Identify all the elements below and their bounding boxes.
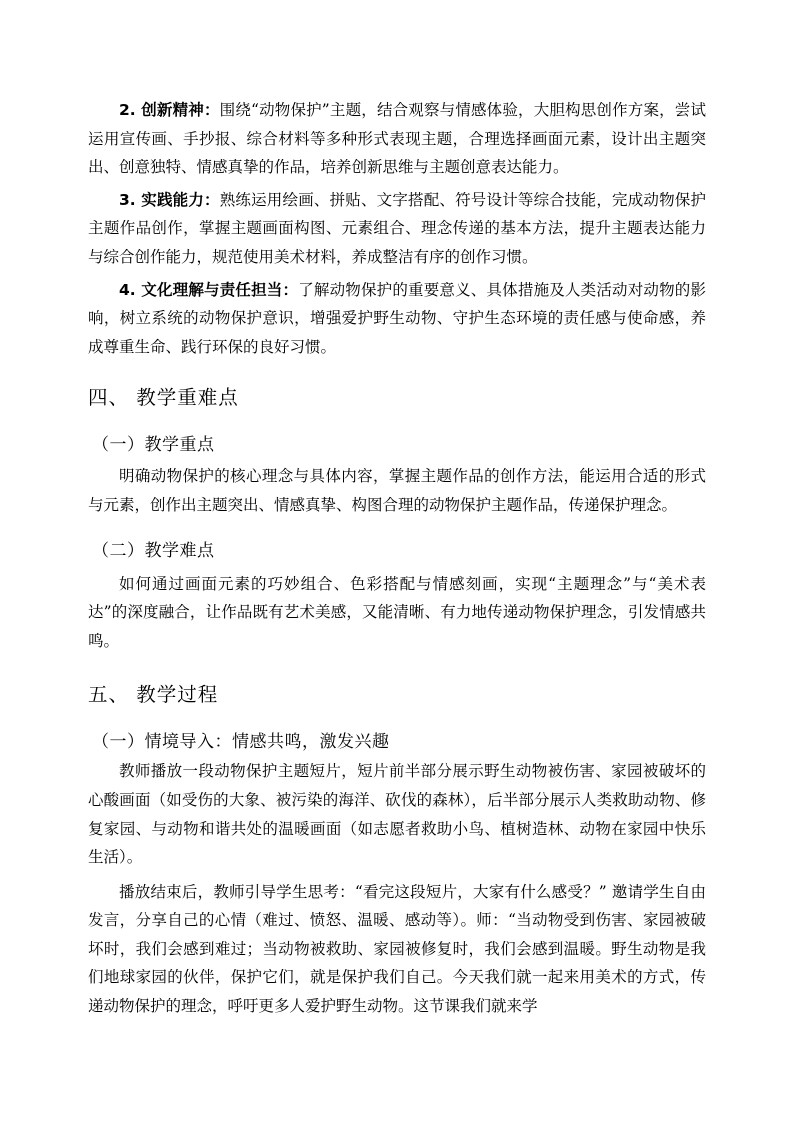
subsection-heading-intro: （一）情境导入：情感共鸣，激发兴趣	[92, 732, 390, 753]
difficulties-paragraph: 如何通过画面元素的巧妙组合、色彩搭配与情感刻画，实现“主题理念”与“美术表达”的深度融合，让作品既有艺术美感，又能清晰、有力地传递动物保护理念，引发情感共鸣。	[88, 574, 706, 650]
objective-title: 4. 文化理解与责任担当：	[119, 280, 299, 299]
objective-paragraph	[88, 96, 706, 182]
objective-paragraph	[88, 186, 706, 272]
objective-title: 2. 创新精神：	[119, 101, 220, 119]
key-points-paragraph: 明确动物保护的核心理念与具体内容，掌握主题作品的创作方法，能运用合适的形式与元素，创作出主题突出、情感真挚、构图合理的动物保护主题作品，传递保护理念。	[88, 467, 706, 514]
objective-text: 了解动物保护的重要意义、具体措施及人类活动对动物的影响，树立系统的动物保护意识，增强爱护野生动物、守护生态环境的责任感与使命感，养成尊重生命、践行环保的良好习惯。	[88, 280, 706, 356]
objective-text: 熟练运用绘画、拼贴、文字搭配、符号设计等综合技能，完成动物保护主题作品创作，掌握主题画面构图、元素组合、理念传递的基本方法，提升主题表达能力与综合创作能力，规范使用美术材料，养成整洁有序的创作习惯。	[88, 190, 706, 266]
page-content	[88, 96, 706, 1021]
intro-paragraph-1: 教师播放一段动物保护主题短片，短片前半部分展示野生动物被伤害、家园被破坏的心酸画面（如受伤的大象、被污染的海洋、砍伐的森林），后半部分展示人类救助动物、修复家园、与动物和谐共处的温暖画面（如志愿者救助小鸟、植树造林、动物在家园中快乐生活）。	[88, 762, 706, 867]
section-heading-teaching-process: 五、 教学过程	[88, 683, 219, 707]
section-heading-key-difficulties: 四、 教学重难点	[88, 386, 239, 410]
objective-paragraph	[88, 276, 706, 362]
subsection-heading-key-points: （一）教学重点	[92, 435, 215, 456]
objective-text: 围绕“动物保护”主题，结合观察与情感体验，大胆构思创作方案，尝试运用宣传画、手抄报、综合材料等多种形式表现主题，合理选择画面元素，设计出主题突出、创意独特、情感真挚的作品，培养创新思维与主题创意表达能力。	[88, 101, 706, 177]
subsection-heading-difficulties: （二）教学难点	[92, 540, 215, 561]
objective-title: 3. 实践能力：	[119, 190, 220, 209]
intro-paragraph-2: 播放结束后，教师引导学生思考：“看完这段短片，大家有什么感受？” 邀请学生自由发言，分享自己的心情（难过、愤怒、温暖、感动等）。师：“当动物受到伤害、家园被破坏时，我们会感到难过；当动物被救助、家园被修复时，我们会感到温暖。野生动物是我们地球家园的伙伴，保护它们，就是保护我们自己。今天我们就一起来用美术的方式，传递动物保护的理念，呼吁更多人爱护野生动物。这节课我们就来学	[88, 882, 706, 1016]
